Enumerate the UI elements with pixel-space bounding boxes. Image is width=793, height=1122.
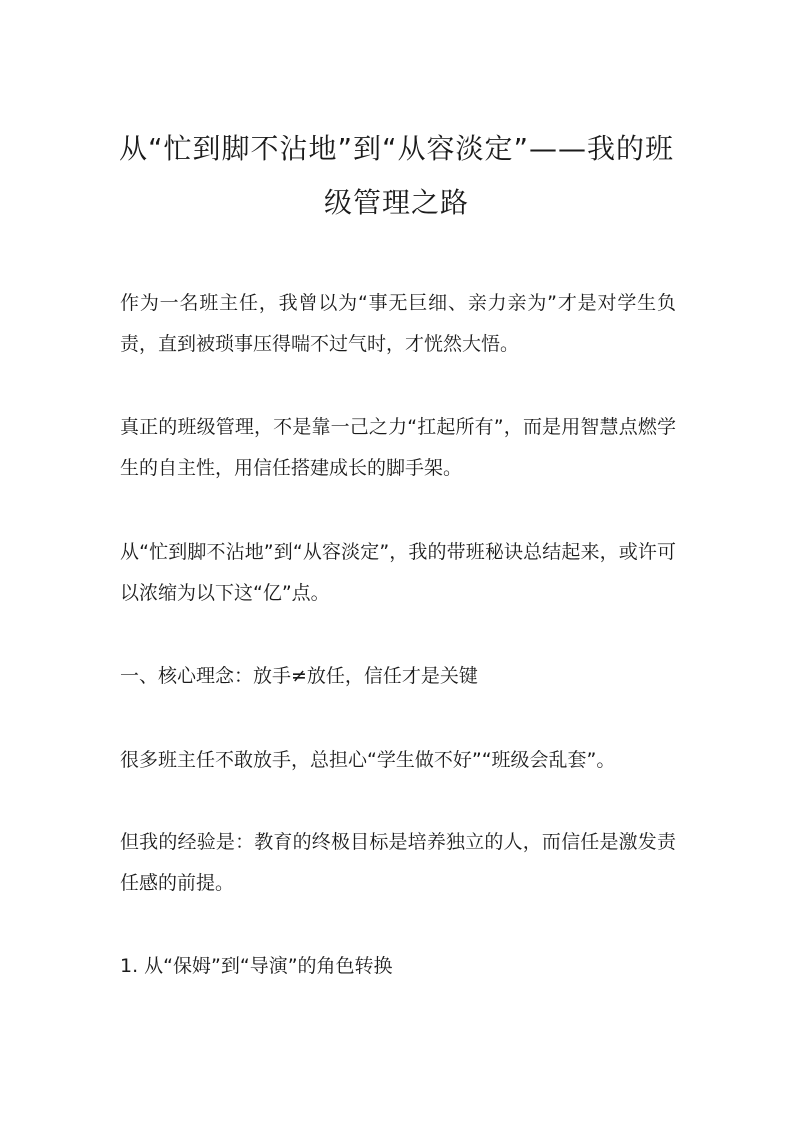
section-heading-core-idea: 一、核心理念：放手≠放任，信任才是关键: [120, 665, 478, 687]
paragraph-summary: 从“忙到脚不沾地”到“从容淡定”，我的带班秘诀总结起来，或许可以浓缩为以下这“亿”点。: [120, 541, 676, 604]
paragraph-intro: 作为一名班主任，我曾以为“事无巨细、亲力亲为”才是对学生负责，直到被琐事压得喘不过气时，才恍然大悟。: [120, 292, 676, 355]
paragraph-experience: 但我的经验是：教育的终极目标是培养独立的人，而信任是激发责任感的前提。: [120, 831, 676, 894]
paragraph-management: 真正的班级管理，不是靠一己之力“扛起所有”，而是用智慧点燃学生的自主性，用信任搭建成长的脚手架。: [120, 416, 676, 479]
document-title: 从“忙到脚不沾地”到“从容淡定”——我的班级管理之路: [118, 132, 675, 219]
paragraph-concern: 很多班主任不敢放手，总担心“学生做不好”“班级会乱套”。: [120, 749, 616, 771]
subheading-role-change: 1. 从“保姆”到“导演”的角色转换: [120, 955, 393, 977]
